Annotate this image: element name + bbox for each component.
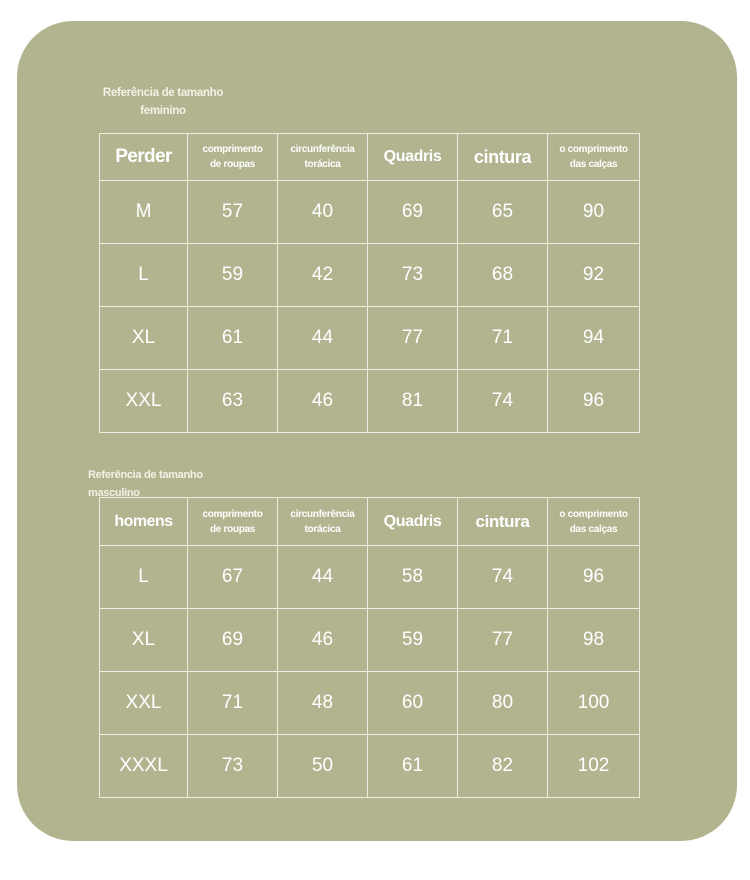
cell-chest: 42 — [278, 244, 368, 307]
table-row — [100, 244, 640, 307]
table-header-row — [100, 134, 640, 181]
cell-size: L — [100, 546, 188, 609]
header-chest: circunferência torácica — [278, 498, 368, 546]
header-chest: circunferência torácica — [278, 134, 368, 181]
cell-waist: 65 — [458, 181, 548, 244]
cell-pants: 90 — [548, 181, 640, 244]
cell-size: M — [100, 181, 188, 244]
male-size-table — [99, 497, 640, 798]
female-size-caption — [98, 84, 228, 120]
cell-length: 69 — [188, 609, 278, 672]
cell-length: 71 — [188, 672, 278, 735]
cell-length: 73 — [188, 735, 278, 798]
table-row — [100, 370, 640, 433]
cell-hips: 61 — [368, 735, 458, 798]
header-hips: Quadris — [368, 498, 458, 546]
cell-hips: 73 — [368, 244, 458, 307]
cell-length: 61 — [188, 307, 278, 370]
cell-pants: 92 — [548, 244, 640, 307]
cell-length: 63 — [188, 370, 278, 433]
female-size-table — [99, 133, 640, 433]
cell-pants: 94 — [548, 307, 640, 370]
table-row — [100, 546, 640, 609]
header-waist: cintura — [458, 498, 548, 546]
cell-length: 67 — [188, 546, 278, 609]
cell-hips: 60 — [368, 672, 458, 735]
male-size-caption: Referência de tamanho masculino — [88, 469, 203, 499]
table-row — [100, 672, 640, 735]
header-clothing-length: comprimento de roupas — [188, 498, 278, 546]
cell-waist: 74 — [458, 370, 548, 433]
cell-size: L — [100, 244, 188, 307]
cell-waist: 77 — [458, 609, 548, 672]
cell-size: XXL — [100, 672, 188, 735]
cell-chest: 44 — [278, 546, 368, 609]
cell-chest: 50 — [278, 735, 368, 798]
cell-chest: 46 — [278, 370, 368, 433]
cell-size: XL — [100, 307, 188, 370]
cell-waist: 71 — [458, 307, 548, 370]
cell-waist: 82 — [458, 735, 548, 798]
cell-waist: 80 — [458, 672, 548, 735]
cell-pants: 102 — [548, 735, 640, 798]
cell-chest: 46 — [278, 609, 368, 672]
cell-hips: 81 — [368, 370, 458, 433]
cell-waist: 68 — [458, 244, 548, 307]
table-row — [100, 307, 640, 370]
header-clothing-length: comprimento de roupas — [188, 134, 278, 181]
cell-hips: 59 — [368, 609, 458, 672]
cell-chest: 40 — [278, 181, 368, 244]
female-caption-line-2: feminino — [140, 105, 186, 117]
cell-hips: 69 — [368, 181, 458, 244]
table-row — [100, 181, 640, 244]
cell-chest: 48 — [278, 672, 368, 735]
table-row — [100, 735, 640, 798]
female-caption-line-1: Referência de tamanho — [102, 87, 224, 99]
cell-chest: 44 — [278, 307, 368, 370]
cell-size: XXL — [100, 370, 188, 433]
cell-size: XL — [100, 609, 188, 672]
cell-pants: 96 — [548, 546, 640, 609]
cell-pants: 98 — [548, 609, 640, 672]
cell-size: XXXL — [100, 735, 188, 798]
table-header-row — [100, 498, 640, 546]
header-pants-length: o comprimento das calças — [548, 134, 640, 181]
cell-hips: 77 — [368, 307, 458, 370]
cell-pants: 96 — [548, 370, 640, 433]
cell-pants: 100 — [548, 672, 640, 735]
cell-waist: 74 — [458, 546, 548, 609]
cell-length: 59 — [188, 244, 278, 307]
header-waist: cintura — [458, 134, 548, 181]
header-pants-length: o comprimento das calças — [548, 498, 640, 546]
cell-hips: 58 — [368, 546, 458, 609]
cell-length: 57 — [188, 181, 278, 244]
header-size: homens — [100, 498, 188, 546]
header-size: Perder — [100, 134, 188, 181]
header-hips: Quadris — [368, 134, 458, 181]
table-row — [100, 609, 640, 672]
